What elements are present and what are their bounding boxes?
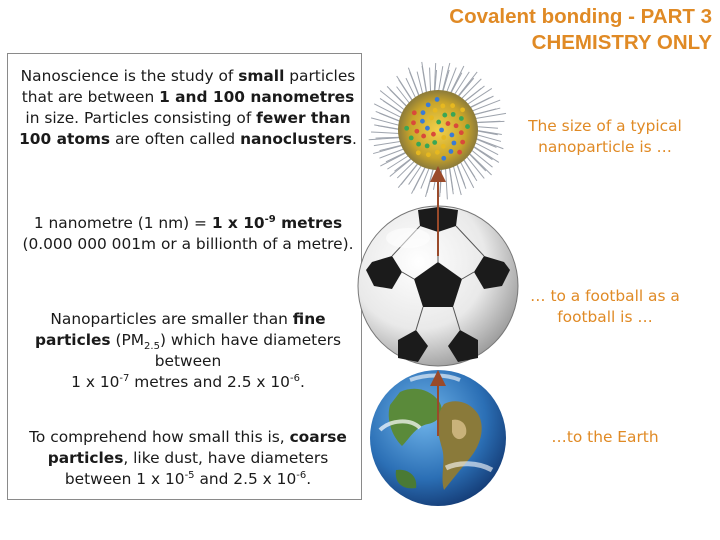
title-line-2: CHEMISTRY ONLY bbox=[531, 31, 712, 54]
nanoparticle-atom bbox=[404, 126, 409, 131]
nanoparticle-atom bbox=[439, 128, 444, 133]
nanoparticle-atom bbox=[440, 104, 445, 109]
nanoparticle-atom bbox=[451, 112, 456, 117]
nanoparticle-atom bbox=[421, 134, 426, 139]
nanoparticle-atom bbox=[416, 150, 421, 155]
nanoparticle-atom bbox=[450, 103, 455, 108]
paragraph-nanoscience: Nanoscience is the study of small particles that are between 1 and 100 nanometres in size. Particles consisting of fewer than 100 atoms are often called nanoclusters. bbox=[19, 67, 357, 148]
nanoparticle-atom bbox=[459, 116, 464, 121]
nanoparticle-atom bbox=[459, 130, 464, 135]
nanoparticle-atom bbox=[460, 140, 465, 145]
nanoparticle-atom bbox=[441, 135, 446, 140]
caption-football: … to a football as a football is … bbox=[530, 287, 680, 326]
nanoparticle-atom bbox=[432, 140, 437, 145]
nanoparticle-atom bbox=[414, 129, 419, 134]
caption-nanoparticle: The size of a typical nanoparticle is … bbox=[528, 117, 682, 156]
nanoparticle-atom bbox=[429, 115, 434, 120]
paragraph-nanometre: 1 nanometre (1 nm) = 1 x $10^{-9}$ metres (0.000 000 001m or a billionth of a metre). bbox=[22, 214, 354, 253]
nanoparticle-atom bbox=[441, 144, 446, 149]
nanoparticle-atom bbox=[446, 121, 451, 126]
title-line-1: Covalent bonding - PART 3 bbox=[449, 5, 712, 28]
nanoparticle-atom bbox=[454, 123, 459, 128]
nanoparticle-atom bbox=[426, 102, 431, 107]
paragraph-coarse-particles: To comprehend how small this is, coarse particles, like dust, have diameters between 1 x $10^{-5}$ and 2.5 x $10^{-6}$. bbox=[29, 428, 347, 488]
nanoparticle-atom bbox=[420, 119, 425, 124]
nanoparticle-atom bbox=[409, 136, 414, 141]
nanoparticle-atom bbox=[416, 142, 421, 147]
nanoparticle-atom bbox=[425, 126, 430, 131]
nanoparticle-atom bbox=[435, 150, 440, 155]
nanoparticle-atom bbox=[431, 132, 436, 137]
nanoparticle-atom bbox=[412, 110, 417, 115]
nanoparticle-atom bbox=[425, 144, 430, 149]
nanoparticle-atom bbox=[411, 120, 416, 125]
nanoparticle-atom bbox=[449, 149, 454, 154]
nanoparticle-atom bbox=[442, 113, 447, 118]
nanoparticle-atom bbox=[436, 120, 441, 125]
nanoparticle-atom bbox=[433, 108, 438, 113]
nanoparticle-atom bbox=[426, 152, 431, 157]
nanoparticle-atom bbox=[452, 141, 457, 146]
nanoparticle-atom bbox=[421, 110, 426, 115]
nanoparticle-atom bbox=[441, 156, 446, 161]
caption-earth: …to the Earth bbox=[551, 428, 659, 446]
nanoparticle-atom bbox=[449, 133, 454, 138]
nanoparticle-atom bbox=[457, 150, 462, 155]
paragraph-fine-particles: Nanoparticles are smaller than fine particles $(PM_{2.5})$ which have diameters between 1 x $10^{-7}$ metres and 2.5 x $10^{-6}$. bbox=[34, 310, 342, 391]
nanoparticle-atom bbox=[460, 107, 465, 112]
nanoparticle-atom bbox=[465, 124, 470, 129]
nanoparticle-atom bbox=[435, 97, 440, 102]
